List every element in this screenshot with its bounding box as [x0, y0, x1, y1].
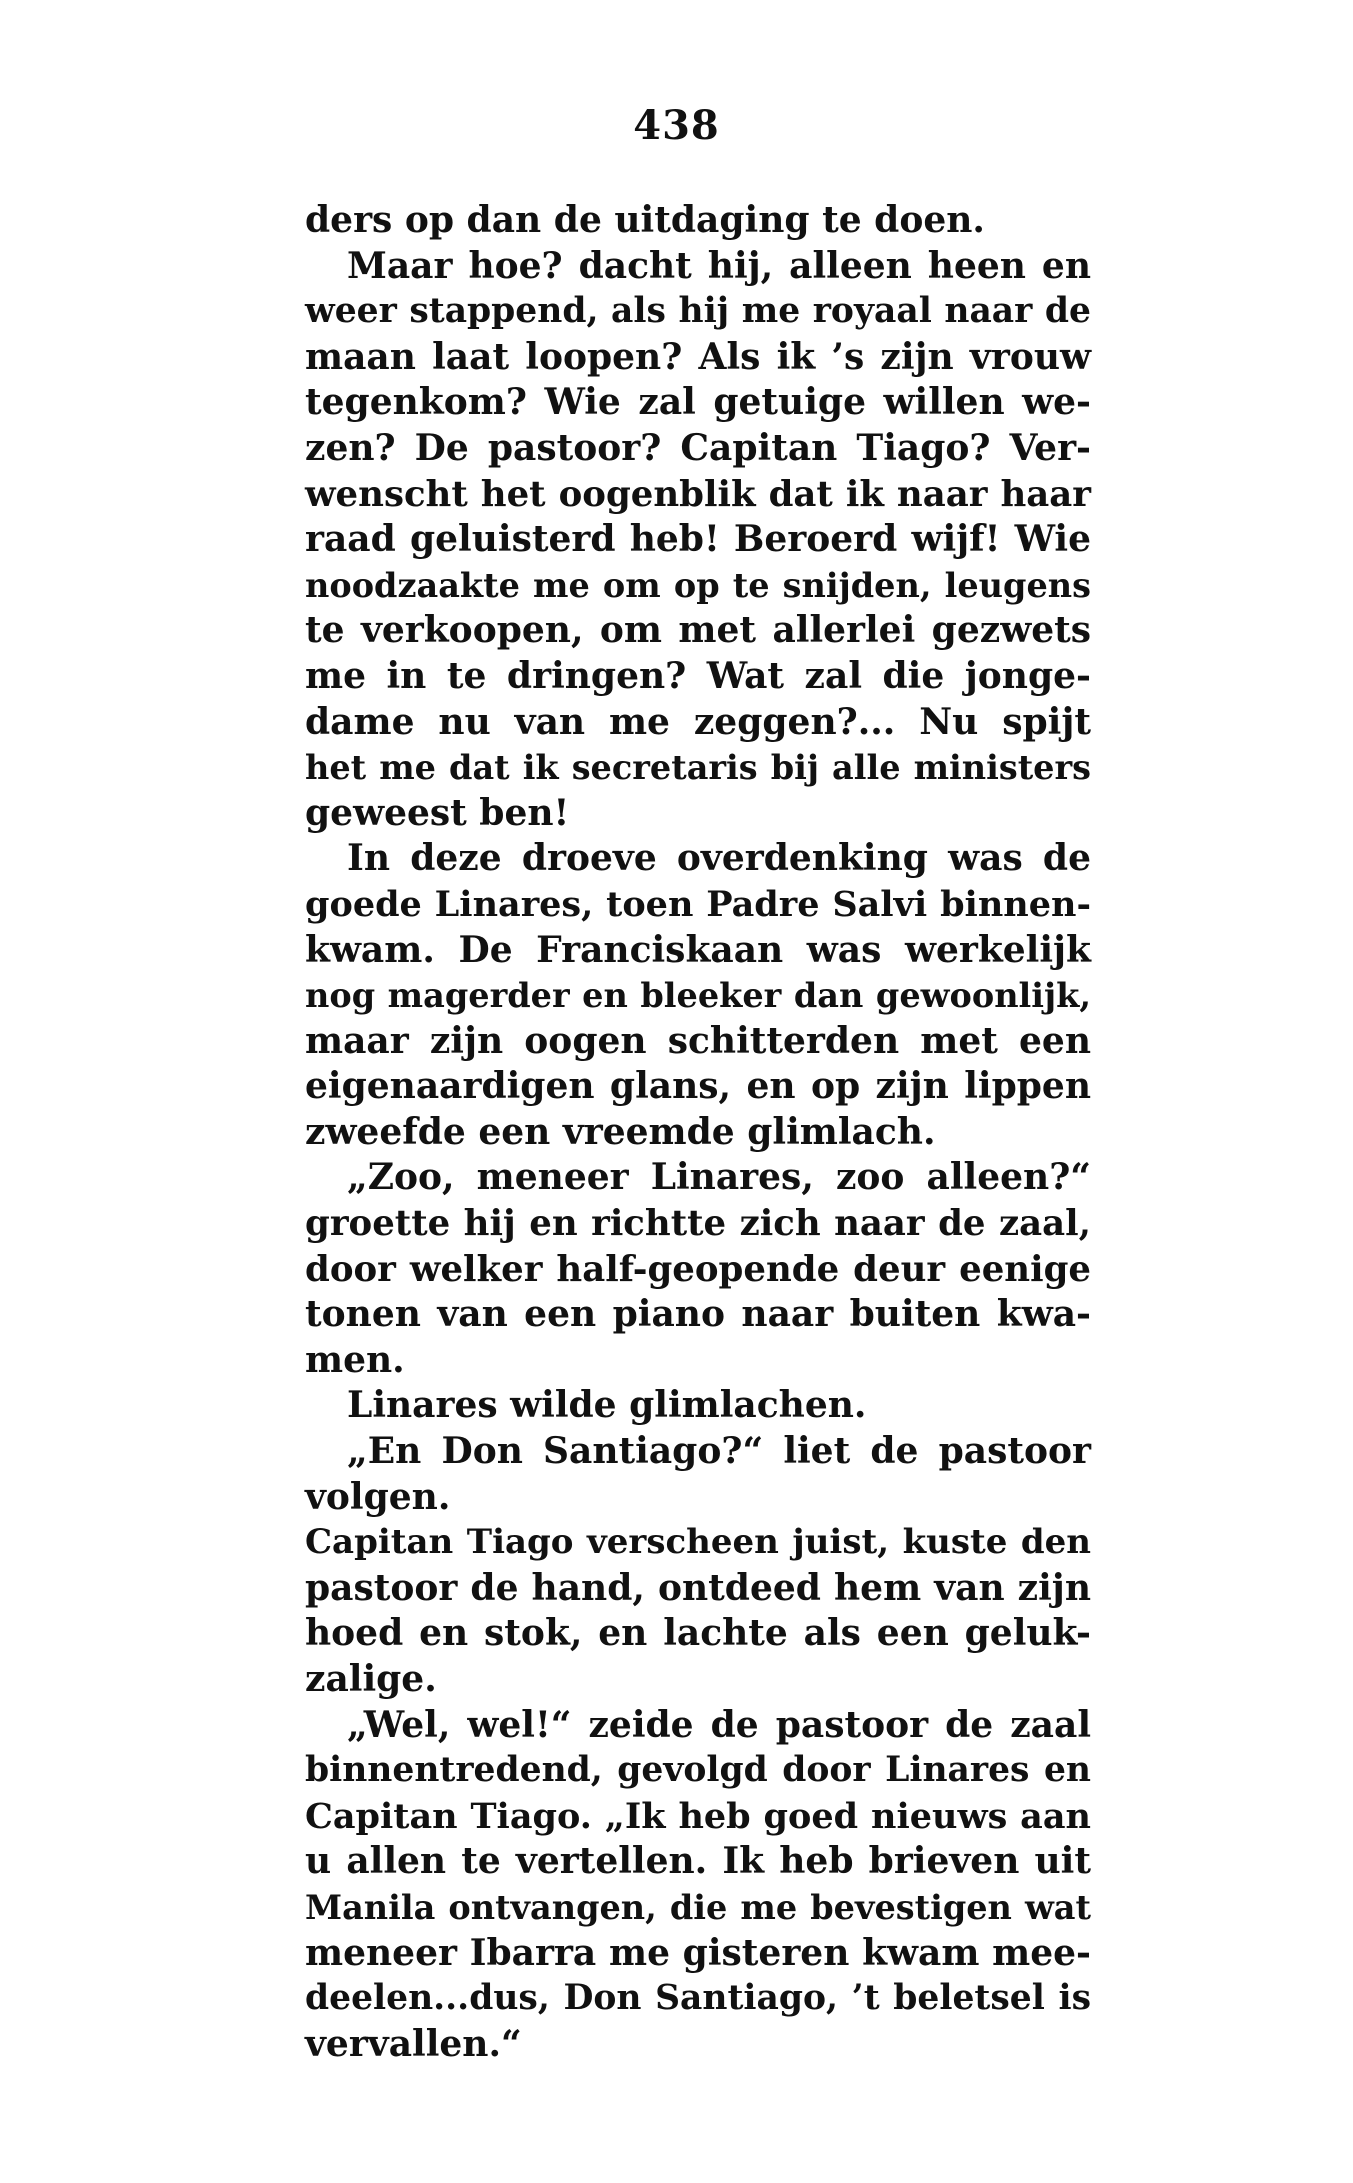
text-line: Linares wilde glimlachen. [347, 1384, 867, 1427]
text-line: tonen van een piano naar buiten kwa- [305, 1293, 1091, 1336]
text-line: zweefde een vreemde glimlach. [305, 1110, 936, 1153]
text-line: eigenaardigen glans, en op zijn lippen [305, 1065, 1091, 1108]
text-line: noodzaakte me om op te snijden, leugens [305, 565, 1091, 605]
text-line: maan laat loopen? Als ik ’s zijn vrouw [305, 335, 1091, 378]
text-line: goede Linares, toen Padre Salvi binnen- [305, 883, 1091, 925]
text-line: weer stappend, als hij me royaal naar de [305, 291, 1091, 332]
text-line: binnentredend, gevolgd door Linares en [305, 1750, 1091, 1791]
text-line: Capitan Tiago verscheen juist, kuste den [305, 1522, 1091, 1563]
text-line: door welker half-geopende deur eenige [305, 1248, 1091, 1290]
text-line: het me dat ik secretaris bij alle ministers [305, 748, 1091, 788]
text-line: dame nu van me zeggen?... Nu spijt [305, 700, 1091, 743]
text-line: groette hij en richtte zich naar de zaal, [305, 1203, 1091, 1245]
page-number: 438 [633, 102, 720, 149]
text-line: u allen te vertellen. Ik heb brieven uit [305, 1840, 1091, 1883]
text-line: „En Don Santiago?“ liet de pastoor [347, 1430, 1091, 1473]
text-line: kwam. De Franciskaan was werkelijk [305, 928, 1091, 971]
text-line: deelen...dus, Don Santiago, ’t beletsel is [305, 1978, 1091, 2019]
text-line: tegenkom? Wie zal getuige willen we- [305, 381, 1091, 424]
text-line: ders op dan de uitdaging te doen. [305, 199, 985, 241]
text-line: nog magerder en bleeker dan gewoonlijk, [305, 976, 1091, 1016]
text-line: men. [305, 1338, 405, 1381]
text-line: volgen. [305, 1475, 451, 1518]
text-line: zen? De pastoor? Capitan Tiago? Ver- [305, 426, 1091, 469]
text-line: zalige. [305, 1658, 437, 1700]
text-line: maar zijn oogen schitterden met een [305, 1019, 1091, 1062]
text-line: Capitan Tiago. „Ik heb goed nieuws aan [305, 1795, 1091, 1837]
text-line: te verkoopen, om met allerlei gezwets [305, 609, 1091, 652]
text-line: wenscht het oogenblik dat ik naar haar [305, 473, 1091, 515]
text-line: raad geluisterd heb! Beroerd wijf! Wie [305, 518, 1091, 561]
text-line: Maar hoe? dacht hij, alleen heen en [347, 244, 1091, 287]
text-line: meneer Ibarra me gisteren kwam mee- [305, 1931, 1091, 1974]
text-line: hoed en stok, en lachte als een geluk- [305, 1612, 1091, 1655]
text-line: vervallen.“ [305, 2022, 522, 2065]
text-line: Manila ontvangen, die me bevestigen wat [305, 1887, 1091, 1927]
text-line: geweest ben! [305, 791, 570, 834]
text-line: „Zoo, meneer Linares, zoo alleen?“ [347, 1156, 1091, 1199]
text-line: „Wel, wel!“ zeide de pastoor de zaal [347, 1703, 1091, 1746]
body-text [305, 198, 1091, 2067]
text-line: pastoor de hand, ontdeed hem van zijn [305, 1566, 1091, 1609]
text-line: me in te dringen? Wat zal die jonge- [305, 654, 1091, 697]
text-line: In deze droeve overdenking was de [347, 837, 1091, 880]
